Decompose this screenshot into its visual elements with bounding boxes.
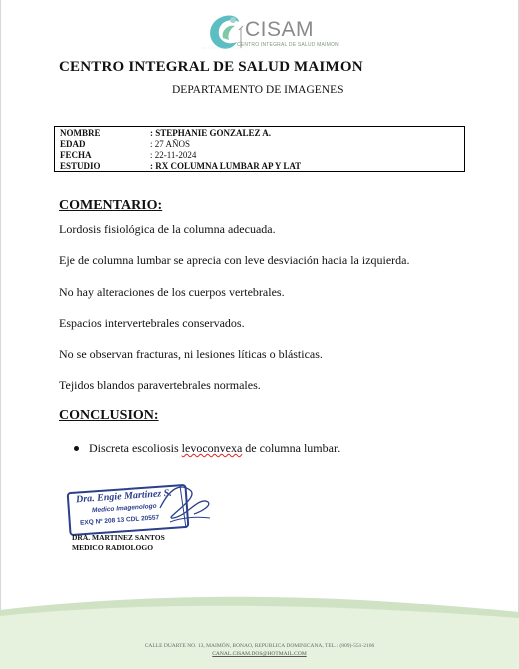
patient-info-box — [54, 126, 465, 172]
conclusion-heading: CONCLUSION: — [59, 408, 159, 423]
logo-text: CISAM — [245, 18, 315, 41]
patient-name-value: : STEPHANIE GONZALEZ A. — [150, 128, 272, 138]
comentario-line: No hay alteraciones de los cuerpos vertebrales. — [59, 285, 285, 299]
doctor-name: DRA. MARTINEZ SANTOS — [72, 533, 165, 542]
comentario-line: Eje de columna lumbar se aprecia con leve desviación hacia la izquierda. — [59, 253, 410, 267]
doctor-title: MEDICO RADIOLOGO — [72, 543, 154, 552]
comentario-line: No se observan fracturas, ni lesiones líticas o blásticas. — [59, 347, 323, 361]
page-edge-left — [0, 0, 1, 669]
patient-study-row — [60, 161, 301, 172]
comentario-line: Tejidos blandos paravertebrales normales. — [59, 378, 261, 392]
patient-study-value: : RX COLUMNA LUMBAR AP Y LAT — [150, 161, 302, 171]
bullet-icon — [74, 446, 79, 451]
footer-wave-decoration — [0, 592, 519, 669]
patient-date-row — [60, 150, 196, 161]
info-label: NOMBRE — [60, 128, 101, 138]
department-title: DEPARTAMENTO DE IMAGENES — [172, 84, 344, 96]
patient-name-row — [60, 128, 271, 139]
patient-date-value: : 22-11-2024 — [150, 150, 197, 160]
conclusion-text-end: de columna lumbar. — [242, 441, 341, 455]
info-label: EDAD — [60, 139, 86, 149]
patient-age-value: : 27 AÑOS — [150, 139, 191, 149]
spellcheck-flagged-word: levoconvexa — [181, 441, 243, 455]
handwritten-signature-icon — [150, 478, 215, 533]
conclusion-text-start: Discreta escoliosis — [89, 441, 182, 455]
stamp-name: Dra. Engie Martinez S. — [75, 487, 173, 506]
footer-email-link[interactable]: CANAL.CISAM.DOS@HOTMAIL.COM — [212, 651, 307, 657]
conclusion-item — [89, 441, 340, 456]
comentario-line: Lordosis fisiológica de la columna adecuada. — [59, 222, 276, 236]
organization-title: CENTRO INTEGRAL DE SALUD MAIMON — [59, 59, 363, 75]
stamp-role: Medico Imagenologo — [91, 502, 157, 515]
comentario-line: Espacios intervertebrales conservados. — [59, 316, 245, 330]
info-label: ESTUDIO — [60, 161, 101, 171]
comentario-heading: COMENTARIO: — [59, 198, 163, 213]
stamp-exequatur: EXQ Nº 208 13 CDL 20557 — [79, 514, 160, 527]
footer-address: CALLE DUARTE NO. 13, MAIMÓN, BONAO, REPUBLICA DOMINICANA, TEL.: (809)-551-2106 — [144, 643, 375, 649]
patient-age-row — [60, 139, 190, 150]
info-label: FECHA — [60, 150, 92, 160]
logo-subtitle: CENTRO INTEGRAL DE SALUD MAIMON — [237, 42, 339, 48]
